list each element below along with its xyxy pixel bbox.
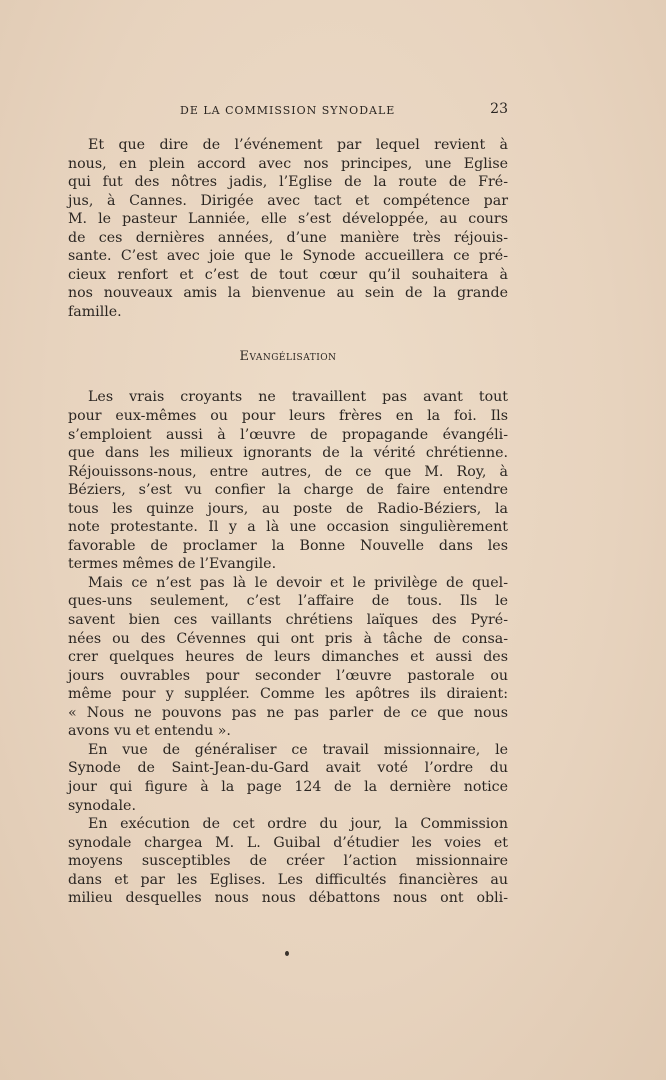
paragraph-5 (68, 815, 508, 908)
text-line: note protestante. Il y a là une occasion singulièrement (68, 519, 508, 536)
text-line: Et que dire de l’événement par lequel revient à (88, 137, 508, 153)
text-line: jus, à Cannes. Dirigée avec tact et compétence par (68, 192, 508, 209)
text-line: dans et par les Eglises. Les difficultés financières au (68, 871, 508, 888)
ink-dot (285, 951, 289, 956)
text-line: moyens susceptibles de créer l’action missionnaire (68, 853, 508, 870)
page-header (68, 101, 508, 121)
text-line: Mais ce n’est pas là le devoir et le privilège de quel- (88, 574, 508, 591)
paragraph-1 (68, 136, 508, 321)
text-line: M. le pasteur Lanniée, elle s’est développée, au cours (68, 211, 508, 228)
text-line: nées ou des Cévennes qui ont pris à tâche de consa- (68, 630, 508, 647)
text-line: s’emploient aussi à l’œuvre de propagande évangéli- (68, 426, 508, 443)
text-line: Les vrais croyants ne travaillent pas avant tout (88, 389, 508, 406)
text-line: avons vu et entendu ». (68, 723, 231, 740)
text-line: qui fut des nôtres jadis, l’Eglise de la route de Fré- (68, 174, 508, 191)
text-line: Béziers, s’est vu confier la charge de faire entendre (68, 482, 508, 499)
text-line: ques-uns seulement, c’est l’affaire de tous. Ils le (68, 593, 508, 610)
text-line: pour eux-mêmes ou pour leurs frères en la foi. Ils (68, 408, 508, 425)
text-line: Synode de Saint-Jean-du-Gard avait voté l’ordre du (68, 760, 508, 777)
text-line: En vue de généraliser ce travail missionnaire, le (88, 741, 508, 758)
text-line: termes mêmes de l’Evangile. (68, 556, 277, 573)
text-line: nos nouveaux amis la bienvenue au sein de la grande (68, 285, 508, 302)
text-line: synodale. (68, 797, 136, 814)
text-line: que dans les milieux ignorants de la vérité chrétienne. (68, 445, 508, 462)
page-body (68, 136, 508, 908)
text-line: nous, en plein accord avec nos principes, une Eglise (68, 155, 508, 172)
text-line: sante. C’est avec joie que le Synode accueillera ce pré- (68, 248, 508, 265)
text-line: même pour y suppléer. Comme les apôtres ils diraient: (68, 686, 508, 703)
paragraph-4 (68, 741, 508, 815)
page-number: 23 (490, 101, 508, 117)
text-line: famille. (68, 303, 122, 320)
text-line: de ces dernières années, d’une manière très réjouis- (68, 229, 508, 246)
running-title: DE LA COMMISSION SYNODALE (180, 104, 396, 117)
text-line: savent bien ces vaillants chrétiens laïques des Pyré- (68, 612, 508, 629)
text-line: cieux renfort et c’est de tout cœur qu’il souhaitera à (68, 266, 508, 283)
text-line: favorable de proclamer la Bonne Nouvelle dans les (68, 537, 508, 554)
paragraph-2 (68, 388, 508, 573)
text-line: crer quelques heures de leurs dimanches et aussi des (68, 649, 508, 666)
paragraph-3 (68, 574, 508, 741)
text-line: jours ouvrables pour seconder l’œuvre pastorale ou (68, 667, 508, 684)
text-line: milieu desquelles nous nous débattons nous ont obli- (68, 890, 508, 907)
text-line: « Nous ne pouvons pas ne pas parler de ce que nous (68, 704, 508, 721)
text-line: jour qui figure à la page 124 de la dernière notice (68, 778, 508, 795)
section-heading: Evangélisation (239, 349, 337, 365)
text-line: En exécution de cet ordre du jour, la Commission (88, 816, 508, 833)
text-line: synodale chargea M. L. Guibal d’étudier les voies et (68, 834, 508, 851)
text-line: Réjouissons-nous, entre autres, de ce que M. Roy, à (68, 463, 508, 480)
text-line: tous les quinze jours, au poste de Radio-Béziers, la (68, 500, 508, 517)
